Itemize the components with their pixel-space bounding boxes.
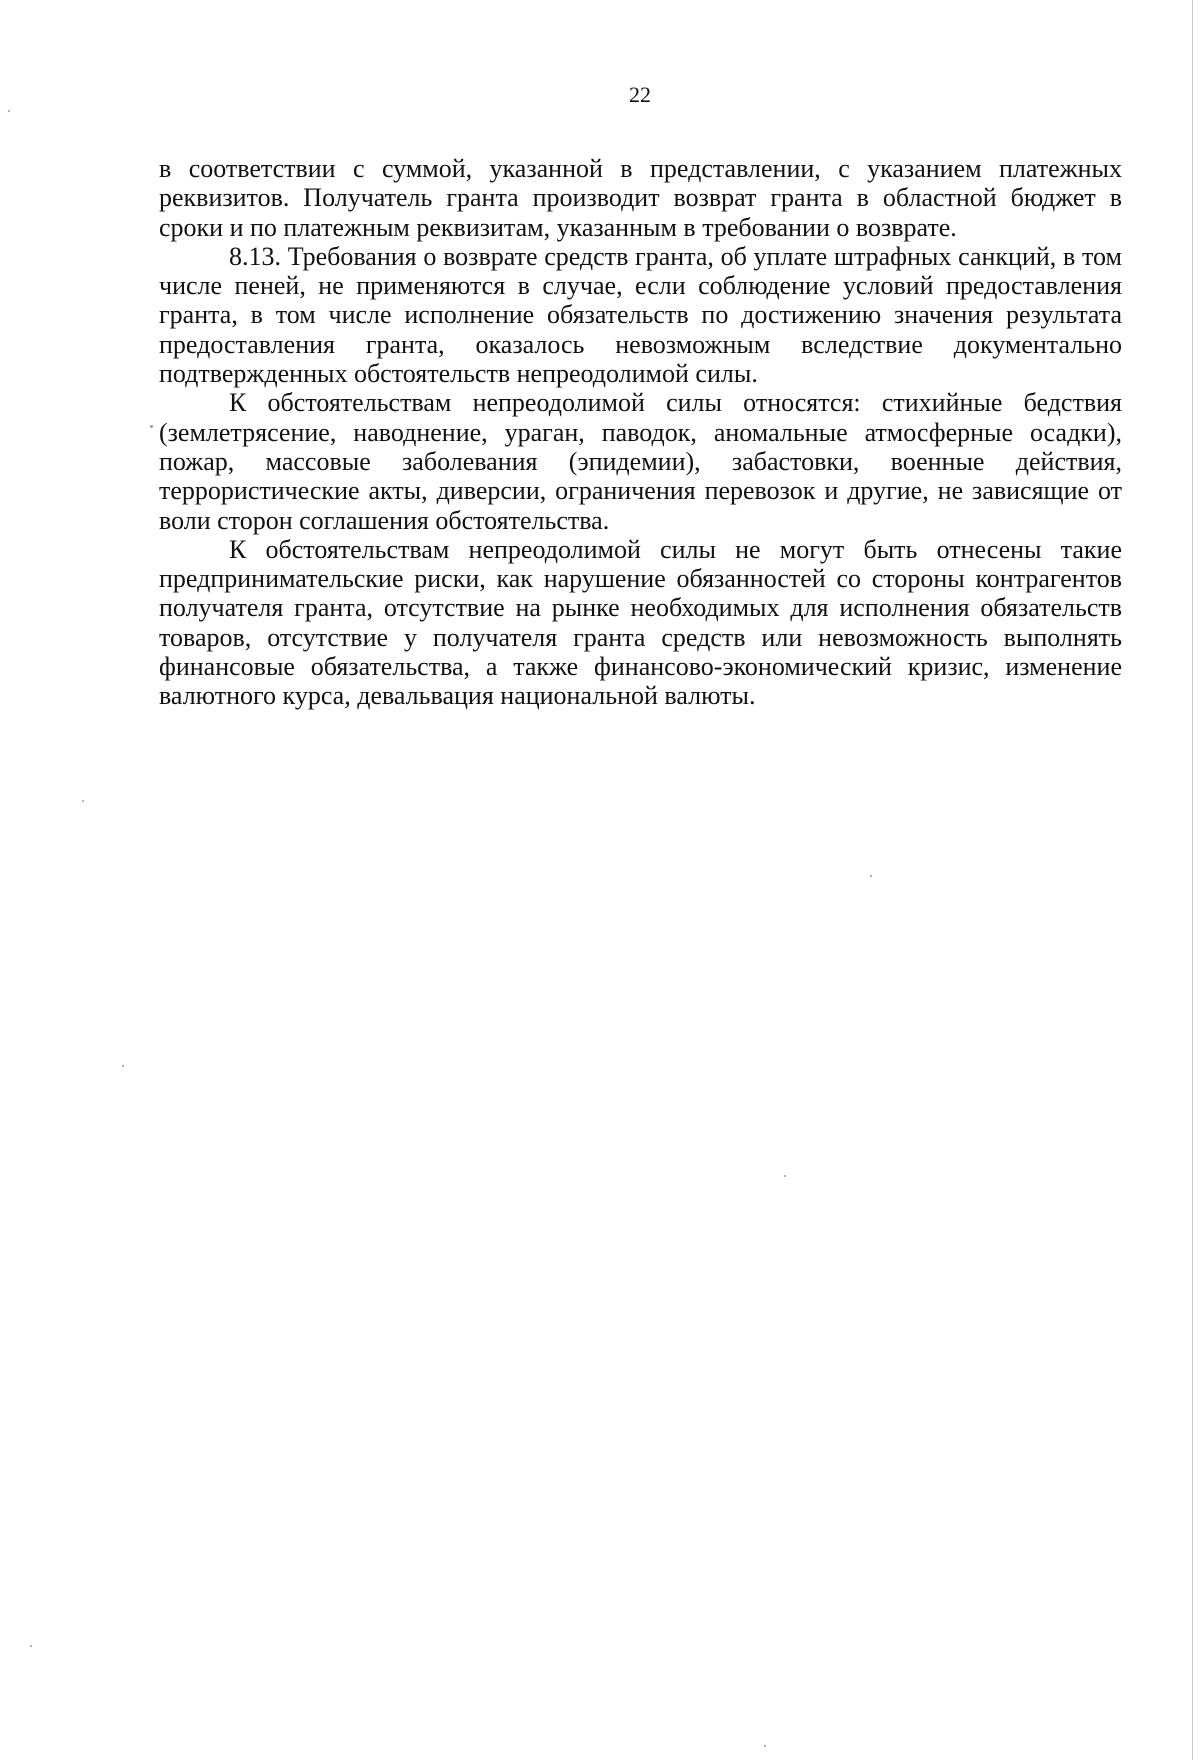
- page-number: 22: [629, 82, 651, 107]
- paragraph-force-majeure-list: К обстоятельствам непреодолимой силы относятся: стихийные бедствия (землетрясение, наводнение, ураган, паводок, аномальные атмосферные осадки), пожар, массовые заболевания (эпидемии), забастовки, военные действия, террористические акты, диверсии, ограничения перевозок и другие, не зависящие от воли сторон соглашения обстоятельства.: [159, 388, 1122, 535]
- scan-speck: [82, 800, 84, 802]
- scan-speck: [122, 1065, 124, 1067]
- paragraph-continuation: в соответствии с суммой, указанной в представлении, с указанием платежных реквизитов. Получатель гранта производит возврат гранта в областной бюджет в сроки и по платежным реквизитам, указанным в требовании о возврате.: [159, 154, 1122, 242]
- scan-speck: [764, 1745, 766, 1747]
- scan-edge-line: [1192, 0, 1193, 1760]
- scan-speck: [8, 110, 10, 112]
- document-body: [159, 154, 1122, 711]
- paragraph-clause-8-13: 8.13. Требования о возврате средств гранта, об уплате штрафных санкций, в том числе пеней, не применяются в случае, если соблюдение условий предоставления гранта, в том числе исполнение обязательств по достижению значения результата предоставления гранта, оказалось невозможным вследствие документально подтвержденных обстоятельств непреодолимой силы.: [159, 241, 1122, 389]
- scan-speck: [784, 1175, 786, 1177]
- scan-speck: [870, 875, 872, 877]
- scan-speck: [150, 425, 153, 428]
- scan-speck: [30, 1645, 32, 1647]
- paragraph-force-majeure-exclusions: К обстоятельствам непреодолимой силы не могут быть отнесены такие предпринимательские риски, как нарушение обязанностей со стороны контрагентов получателя гранта, отсутствие на рынке необходимых для исполнения обязательств товаров, отсутствие у получателя гранта средств или невозможность выполнять финансовые обязательства, а также финансово-экономический кризис, изменение валютного курса, девальвация национальной валюты.: [159, 534, 1122, 711]
